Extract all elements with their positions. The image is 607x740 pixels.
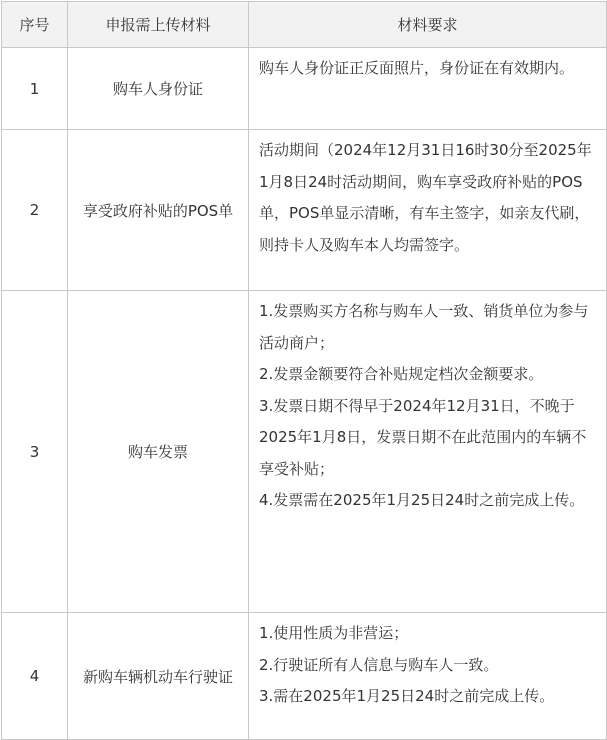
row-num: 2 — [2, 130, 68, 291]
row-num: 1 — [2, 48, 68, 130]
row-material: 享受政府补贴的POS单 — [68, 130, 249, 291]
row-material: 购车发票 — [68, 291, 249, 613]
table-row — [2, 48, 607, 130]
table-row — [2, 130, 607, 291]
table-header-row — [2, 2, 607, 48]
row-material: 购车人身份证 — [68, 48, 249, 130]
row-requirement — [249, 130, 607, 291]
requirement-line: 购车人身份证正反面照片，身份证在有效期内。 — [259, 59, 575, 77]
requirements-table — [1, 1, 607, 740]
table-row — [2, 613, 607, 740]
requirement-line: 2.行驶证所有人信息与购车人一致。 — [259, 655, 499, 674]
requirement-line: 1.发票购买方名称与购车人一致、销货单位为参与活动商户； — [259, 302, 589, 352]
header-num: 序号 — [2, 2, 68, 48]
requirement-line: 活动期间（2024年12月31日16时30分至2025年1月8日24时活动期间，购车享受政府补贴的POS单，POS单显示清晰，有车主签字，如亲友代刷，则持卡人及购车本人均需签字。 — [259, 141, 592, 254]
row-requirement — [249, 613, 607, 740]
requirement-line: 2.发票金额要符合补贴规定档次金额要求。 — [259, 365, 544, 383]
row-num: 4 — [2, 613, 68, 740]
row-material: 新购车辆机动车行驶证 — [68, 613, 249, 740]
requirement-line: 3.发票日期不得早于2024年12月31日，不晚于2025年1月8日，发票日期不在此范围内的车辆不享受补贴； — [259, 396, 587, 478]
requirement-line: 4.发票需在2025年1月25日24时之前完成上传。 — [259, 491, 585, 509]
header-material: 申报需上传材料 — [68, 2, 249, 48]
table-row — [2, 291, 607, 613]
requirement-line: 1.使用性质为非营运； — [259, 624, 409, 642]
requirement-line: 3.需在2025年1月25日24时之前完成上传。 — [259, 687, 555, 705]
row-requirement — [249, 291, 607, 613]
row-requirement — [249, 48, 607, 130]
row-num: 3 — [2, 291, 68, 613]
header-requirement: 材料要求 — [249, 2, 607, 48]
